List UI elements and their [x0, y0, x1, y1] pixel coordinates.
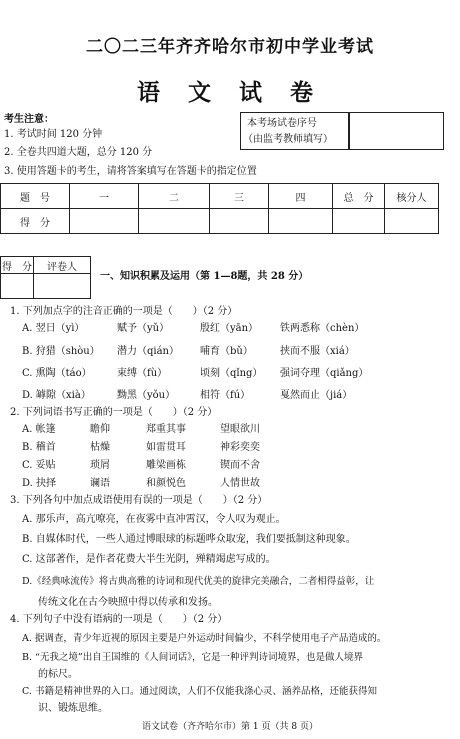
- section-score-input[interactable]: [1, 274, 34, 299]
- option-d: D. 罅隙（xià）: [22, 390, 91, 401]
- page-footer: 语文试卷（齐齐哈尔市）第 1 页（共 8 页）: [142, 722, 318, 732]
- score-header-cell: 二: [139, 184, 210, 209]
- option-d-4: 戛然而止（jiá）: [280, 390, 353, 401]
- option-d-4: 人情世故: [220, 478, 260, 489]
- option-c: C. 熏陶（táo）: [22, 368, 92, 379]
- score-header-cell: 四: [269, 184, 333, 209]
- score-header-cell: 一: [70, 184, 139, 209]
- section-grader-label: 评卷人: [34, 257, 91, 274]
- option-a-2: 赋予（yǔ）: [117, 323, 170, 334]
- option-b-2: 枯燥: [90, 442, 110, 453]
- option-d-3: 相符（fú）: [200, 390, 251, 401]
- score-input-cell[interactable]: [385, 209, 439, 234]
- option-a-3: 郑重其事: [146, 424, 186, 435]
- option-a-4: 铁两悉称（chèn）: [280, 323, 365, 334]
- score-input-cell[interactable]: [70, 209, 139, 234]
- option-c-2: 琐屑: [90, 460, 110, 471]
- option-d-3: 和颜悦色: [146, 478, 186, 489]
- question-2-stem: 2. 下列词语书写正确的一项是（ ）（2 分）: [10, 407, 218, 418]
- option-d-2: 谰语: [90, 478, 110, 489]
- notice-item-3: 3. 使用答题卡的考生，请将答案填写在答题卡的指定位置: [4, 166, 257, 177]
- option-c-4: 强词夺理（qiǎng）: [280, 368, 369, 379]
- section-score-label: 得 分: [1, 257, 34, 274]
- option-c-4: 锲而不舍: [220, 460, 260, 471]
- score-header-cell: 总 分: [333, 184, 385, 209]
- question-3-stem: 3. 下列各句中加点成语使用有误的一项是（ ）（2 分）: [10, 495, 268, 506]
- option-a-3: 殷红（yān）: [200, 323, 259, 334]
- question-3-option-a: A. 那乐声，高亢嘹亮，在夜雾中直冲霄汉，令人叹为观止。: [22, 514, 286, 525]
- notice-item-2: 2. 全卷共四道大题，总分 120 分: [4, 147, 153, 158]
- notice-item-1: 1. 考试时间 120 分钟: [4, 129, 103, 140]
- question-1-stem: 1. 下列加点字的注音正确的一项是（ ）（2 分）: [10, 306, 238, 317]
- option-a: A. 翌日（yì）: [22, 323, 85, 334]
- score-input-cell[interactable]: [210, 209, 269, 234]
- option-b: B. 狩猎（shòu）: [22, 346, 100, 357]
- seat-number-field[interactable]: [348, 112, 444, 150]
- seat-box-label: 本考场试卷序号: [247, 118, 317, 129]
- exam-title: 二〇二三年齐齐哈尔市初中学业考试: [86, 37, 374, 57]
- score-input-cell[interactable]: [139, 209, 210, 234]
- option-a-4: 望眼欲川: [220, 424, 260, 435]
- section-score-box: [0, 256, 91, 299]
- option-d: D. 抉择: [22, 478, 57, 489]
- section-1-title: 一、知识积累及运用（第 1—8题，共 28 分）: [100, 271, 309, 282]
- score-row-label: 得 分: [1, 209, 70, 234]
- option-b-2: 潜力（qián）: [117, 346, 180, 357]
- seat-box-note: （由监考教师填写）: [243, 134, 333, 145]
- score-header-cell: 核分人: [385, 184, 439, 209]
- score-header-cell: 三: [210, 184, 269, 209]
- option-b-4: 挟而不服（xiá）: [280, 346, 355, 357]
- option-b-3: 如雷贯耳: [146, 442, 186, 453]
- notice-heading: 考生注意：: [4, 114, 54, 125]
- question-4-stem: 4. 下列句子中没有语病的一项是（ ）（2 分）: [10, 614, 228, 625]
- option-a-2: 瞻仰: [90, 424, 110, 435]
- question-3-option-d: D.《经典咏流传》将古典高雅的诗词和现代优美的旋律完美融合，二者相得益彰，让: [22, 576, 375, 587]
- option-c: C. 妥贴: [22, 460, 56, 471]
- score-input-cell[interactable]: [333, 209, 385, 234]
- section-grader-input[interactable]: [34, 274, 91, 299]
- seat-number-box: [240, 112, 350, 150]
- score-header-cell: 题 号: [1, 184, 70, 209]
- score-table: [0, 183, 439, 234]
- option-b-4: 神彩奕奕: [220, 442, 260, 453]
- paper-title: 语 文 试 卷: [136, 79, 324, 106]
- option-b: B. 稽首: [22, 442, 56, 453]
- option-c-3: 雕梁画栋: [146, 460, 186, 471]
- question-4-option-c-cont: 识、锻炼思维。: [38, 703, 108, 714]
- question-4-option-b-cont: 的标尺。: [38, 669, 78, 680]
- question-4-option-a: A. 据调查，青少年近视的原因主要是户外运动时间偏少，不科学使用电子产品造成的。: [22, 633, 387, 644]
- option-c-2: 束缚（fù）: [117, 368, 168, 379]
- question-4-option-c: C. 书籍是精神世界的入口。通过阅读，人们不仅能我涤心灵、涵养品格，还能获得知: [22, 686, 377, 697]
- score-input-cell[interactable]: [269, 209, 333, 234]
- option-c-3: 顷刻（qǐng）: [200, 368, 263, 379]
- option-a: A. 帐篷: [22, 424, 56, 435]
- question-3-option-b: B. 自媒体时代，一些人通过博眼球的标题哗众取宠，我们要抵制这种现象。: [22, 534, 356, 545]
- question-3-option-d-cont: 传统文化在古今映照中得以传承和发扬。: [38, 597, 218, 608]
- option-b-3: 哺育（bǔ）: [200, 346, 253, 357]
- option-d-2: 黝黑（yǒu）: [117, 390, 176, 401]
- question-3-option-c: C. 这部著作，是作者花费大半生光阴，殚精竭虑写成的。: [22, 554, 276, 565]
- question-4-option-b: B. “无我之境”出自王国维的《人间词话》，它是一种评判诗词境界，也是做人境界: [22, 652, 363, 663]
